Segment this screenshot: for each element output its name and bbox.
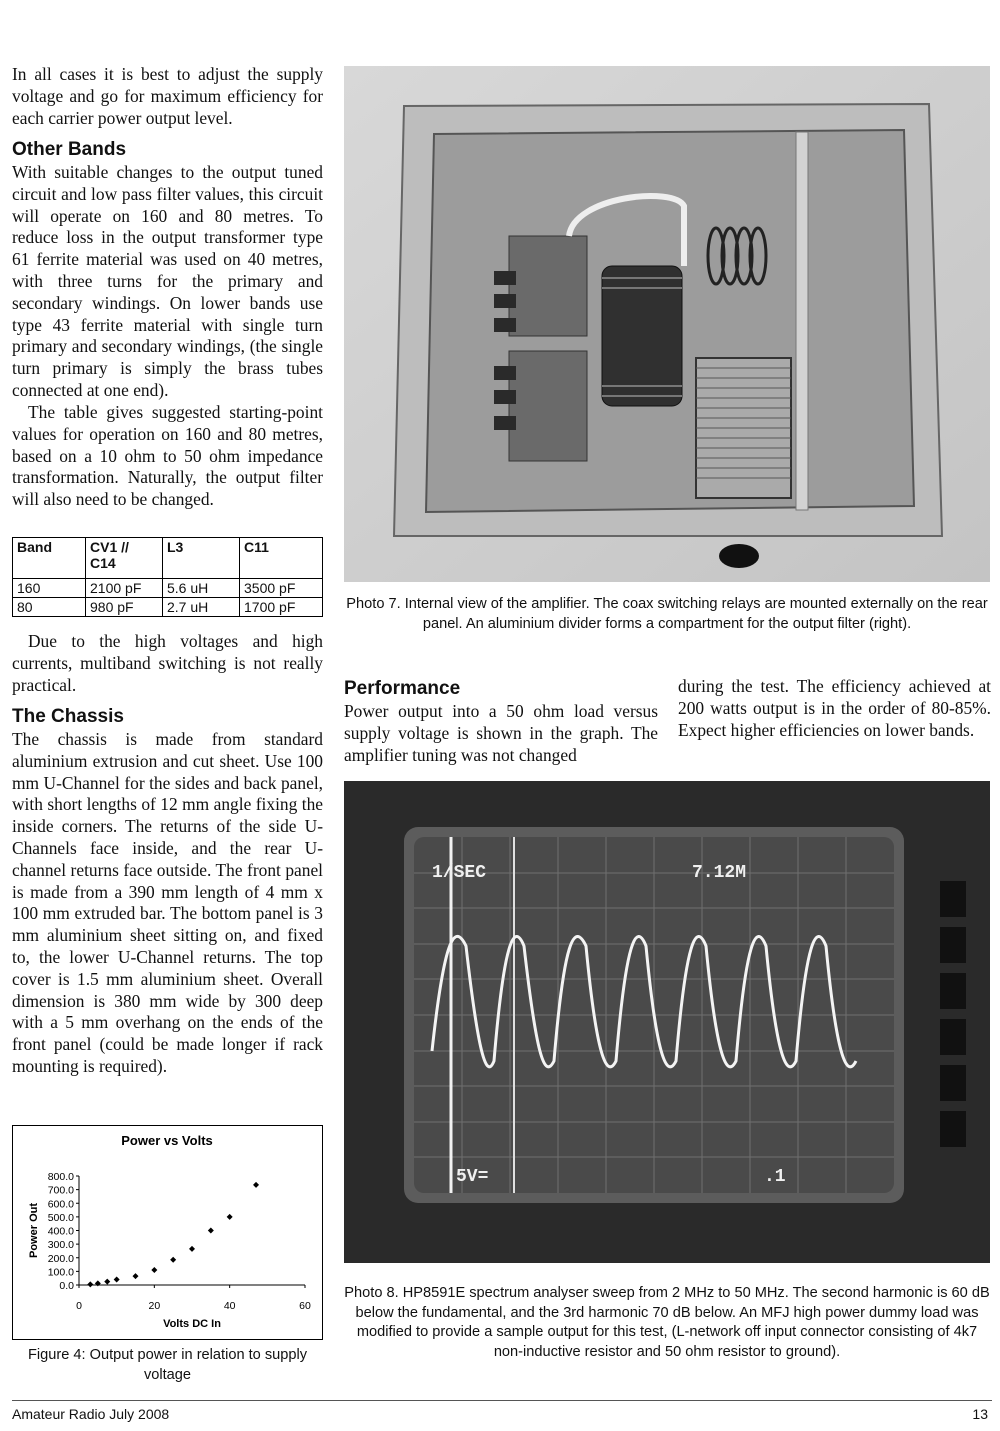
chart-x-tick-label: 0 [76, 1300, 82, 1312]
table-header-cell: L3 [163, 538, 240, 579]
chart-y-tick-label: 400.0 [47, 1225, 74, 1238]
table-cell: 3500 pF [240, 579, 323, 598]
other-bands-paragraph: With suitable changes to the output tuned circuit and low pass filter values, this circuit will operate on 160 and 80 metres. To reduce loss in the output transformer type 61 ferrite material was used on 40 metres, with three turns for the primary and secondary windings. On lower bands use type 43 ferrite material with single turn primary and secondary windings, (the single turn primary is simply the brass tubes connected at one end). [12, 162, 323, 400]
band-table-header [13, 538, 323, 579]
chart-data-point [104, 1279, 110, 1285]
power-vs-volts-chart [13, 1126, 322, 1339]
chart-data-point [189, 1246, 195, 1252]
chart-data-point [87, 1281, 93, 1287]
chart-y-tick-label: 0.0 [59, 1280, 74, 1292]
photo8-caption: Photo 8. HP8591E spectrum analyser sweep from 2 MHz to 50 MHz. The second harmonic is 60 dB below the fundamental, and the 3rd harmonic 70 dB below. An MFJ high power dummy load was modified to provide a sample output for this test, (L-network off input connector consisting of 4k7 non-inductive resistor and 50 ohm resistor to ground). [344, 1285, 990, 1360]
screen-sweep-label: 1/SEC [432, 863, 487, 883]
photo8-spectrum-analyser [344, 781, 990, 1263]
chart-y-axis-label: Power Out [28, 1202, 40, 1259]
chart-data-point [170, 1257, 176, 1263]
chart-title: Power vs Volts [121, 1133, 213, 1148]
switching-paragraph: Due to the high voltages and high currents, multiband switching is not really practical. [12, 631, 323, 695]
table-row [13, 579, 323, 598]
chart-data-point [208, 1228, 214, 1234]
screen-time-label: .1 [764, 1167, 786, 1187]
photo7-caption: Photo 7. Internal view of the amplifier. The coax switching relays are mounted externally on the rear panel. An aluminium divider forms a compartment for the output filter (right). [346, 596, 988, 632]
chart-data-point [133, 1273, 139, 1279]
table-header-cell: Band [13, 538, 86, 579]
footer-publication: Amateur Radio July 2008 [12, 1406, 170, 1422]
band-table [12, 537, 323, 617]
chart-y-tick-label: 300.0 [47, 1239, 74, 1252]
chart-x-axis-label: Volts DC In [163, 1318, 221, 1330]
table-header-cell: CV1 // C14 [86, 538, 163, 579]
performance-heading: Performance [344, 678, 461, 699]
table-cell: 2.7 uH [163, 598, 240, 617]
chart-x-tick-label: 40 [223, 1300, 236, 1312]
chart-data-point [151, 1267, 157, 1273]
table-cell: 80 [13, 598, 86, 617]
chart-data-point [227, 1214, 233, 1220]
table-cell: 5.6 uH [163, 579, 240, 598]
table-cell: 2100 pF [86, 579, 163, 598]
table-cell: 980 pF [86, 598, 163, 617]
footer-page-number: 13 [972, 1406, 988, 1422]
chart-data-point [253, 1182, 259, 1188]
chart-y-tick-label: 500.0 [47, 1211, 74, 1224]
screen-volts-label: 5V= [456, 1167, 489, 1187]
chart-y-tick-label: 200.0 [47, 1252, 74, 1265]
chart-data-point [114, 1277, 120, 1283]
table-row [13, 598, 323, 617]
chart-x-tick-label: 60 [299, 1300, 311, 1312]
table-cell: 160 [13, 579, 86, 598]
chart-y-tick-label: 600.0 [47, 1198, 74, 1211]
chart-y-tick-label: 700.0 [47, 1184, 74, 1197]
photo7-amplifier-interior [344, 66, 990, 582]
chart-y-tick-label: 800.0 [47, 1171, 74, 1183]
chassis-paragraph: The chassis is made from standard aluminium extrusion and cut sheet. Use 100 mm U-Channel for the sides and back panel, with short lengths of 12 mm angle fixing the inside corners. The returns of the side U-Channels face inside, and the rear U-channel returns face outside. The front panel is made from a 390 mm length of 4 mm x 100 mm extruded bar. The bottom panel is 3 mm aluminium sheet sitting on, and fixed to, the lower U-Channel returns. The top cover is 1.5 mm aluminium sheet. Overall dimension is 380 mm wide by 300 deep with a 5 mm overhang on the ends of the front panel (could be made longer if rack mounting is required). [12, 729, 323, 1076]
footer-rule [12, 1400, 992, 1401]
other-bands-heading: Other Bands [12, 139, 127, 160]
performance-text-col2: during the test. The efficiency achieved at 200 watts output is in the order of 80-85%. Expect higher efficiencies on lower bands. [678, 676, 991, 740]
chart-y-tick-label: 100.0 [47, 1266, 74, 1279]
chassis-heading: The Chassis [12, 706, 124, 727]
figure4-chart-frame [12, 1125, 323, 1340]
table-header-cell: C11 [240, 538, 323, 579]
screen-frequency-label: 7.12M [692, 863, 747, 883]
table-cell: 1700 pF [240, 598, 323, 617]
chart-x-tick-label: 20 [148, 1300, 161, 1312]
figure4-caption: Figure 4: Output power in relation to supply voltage [27, 1347, 308, 1383]
table-intro-paragraph: The table gives suggested starting-point values for operation on 160 and 80 metres, based on a 10 ohm to 50 ohm impedance transformation. Naturally, the output filter will also need to be changed. [12, 402, 323, 510]
intro-paragraph: In all cases it is best to adjust the supply voltage and go for maximum efficiency for each carrier power output level. [12, 64, 323, 128]
performance-text-col1: Power output into a 50 ohm load versus supply voltage is shown in the graph. The amplifier tuning was not changed [344, 701, 658, 765]
